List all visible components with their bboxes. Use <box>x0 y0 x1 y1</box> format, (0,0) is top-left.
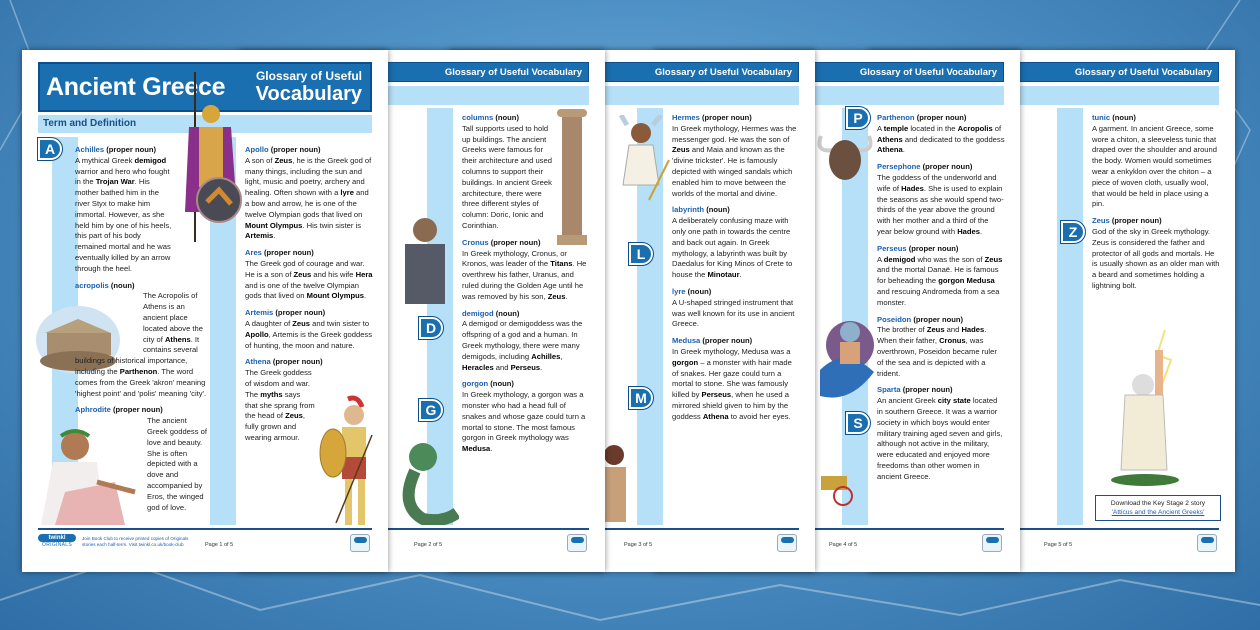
download-text: Download the Key Stage 2 story <box>1110 500 1206 507</box>
image-spacer <box>75 416 147 528</box>
letter-tab-g: G <box>419 399 443 421</box>
entry-definition: God of the sky in Greek mythology. Zeus is considered the father and protector of all gods and mortals. He is usually shown as an older man with a beard and sometimes holding a lightning bolt. <box>1092 226 1220 290</box>
entry-definition: The brother of Zeus and Hades. When their father, Cronus, was overthrown, Poseidon became ruler of the sea and is depicted with a trident. <box>877 325 997 378</box>
entry-term: Cronus <box>462 237 489 247</box>
entry-part-of-speech: (noun) <box>1112 113 1136 122</box>
entry-heading <box>877 385 1005 396</box>
entry-heading <box>462 238 590 249</box>
entry-term: Aphrodite <box>75 405 111 415</box>
entry-definition: A U-shaped stringed instrument that was well known for its use in ancient Greece. <box>672 297 795 329</box>
letter-tab-p: P <box>846 107 870 129</box>
download-story-link[interactable]: 'Atticus and the Ancient Greeks' <box>1111 509 1205 516</box>
glossary-column <box>1092 113 1220 298</box>
entry-part-of-speech: (noun) <box>490 379 514 389</box>
entry-definition: A daughter of Zeus and twin sister to Apollo, Artemis is the Greek goddess of hunting, the moon and nature. <box>245 318 373 350</box>
entry-term: Parthenon <box>877 113 915 122</box>
glossary-entry <box>462 113 552 232</box>
entry-heading <box>75 405 207 416</box>
entry-term: gorgon <box>462 379 489 389</box>
entry-term: Apollo <box>245 145 269 154</box>
cronus-illustration <box>395 210 455 310</box>
minotaur-illustration <box>815 128 875 186</box>
entry-definition: In Greek mythology, a gorgon was a monster who had a head full of snakes and whose gaze could turn a mortal to stone. The most famous gorgon in Greek mythology was Medusa. <box>462 390 586 454</box>
entry-heading <box>672 287 800 298</box>
entry-part-of-speech: (proper noun) <box>922 162 973 172</box>
entry-definition: The Acropolis of Athens is an ancient place located above the city of Athens. It contains several buildings of historical importance, including the Parthenon. The word comes from the Greek 'akron' meaning 'highest point' and 'polis' meaning 'city'. <box>75 291 207 398</box>
entry-term: Artemis <box>245 308 274 318</box>
glossary-entry <box>877 113 1005 156</box>
glossary-entry <box>462 238 590 303</box>
entry-part-of-speech: (proper noun) <box>490 237 541 247</box>
logo-subtext: ORIGINALS <box>42 542 72 548</box>
entry-definition: In Greek mythology, Medusa was a gorgon – a monster with hair made of snakes. Her gaze could turn a mortal to stone. She was famously killed by Perseus, when he used a mirrored shield given to him by the goddess Athena to avoid her eyes. <box>672 346 792 421</box>
chariot-illustration <box>815 470 865 508</box>
entry-term: Persephone <box>877 162 921 172</box>
entry-definition: The Greek goddess of wisdom and war. The myths says that she sprang from the head of Zeus, fully grown and wearing armour. <box>245 368 315 442</box>
entry-term: Hermes <box>672 113 700 122</box>
entry-term: Poseidon <box>877 314 912 324</box>
entry-part-of-speech: (proper noun) <box>902 385 953 395</box>
download-story-box <box>1095 495 1221 521</box>
twinkl-badge-icon <box>350 534 370 552</box>
glossary-entry <box>75 281 207 400</box>
entry-part-of-speech: (noun) <box>706 205 730 215</box>
entry-heading <box>672 205 800 216</box>
entry-heading <box>462 113 552 124</box>
glossary-entry <box>877 244 1005 309</box>
entry-definition: The goddess of the underworld and wife of Hades. She is used to explain the seasons as she would spend two-thirds of the year above the ground with her mother and a third of the year below ground with Hades. <box>877 172 1004 236</box>
entry-definition: A son of Zeus, he is the Greek god of many things, including the sun and light, music and poetry, archery and healing. Often shown with a lyre and a bow and arrow, he is one of the twelve Olympian gods that lived on Mount Olympus. His twin sister is Artemis. <box>245 155 372 241</box>
entry-part-of-speech: (proper noun) <box>275 308 326 318</box>
entry-part-of-speech: (proper noun) <box>270 145 321 154</box>
entry-heading <box>245 357 373 368</box>
page-number: Page 1 of 5 <box>205 542 234 548</box>
entry-term: labyrinth <box>672 205 705 215</box>
entry-part-of-speech: (proper noun) <box>908 243 959 253</box>
glossary-entry <box>75 145 173 275</box>
entry-heading <box>75 145 173 156</box>
entry-term: Achilles <box>75 145 105 154</box>
entry-heading <box>877 113 1005 124</box>
glossary-column <box>75 145 207 534</box>
entry-part-of-speech: (proper noun) <box>916 113 967 122</box>
entry-definition: The ancient Greek goddess of love and beauty. She is often depicted with a dove and accompanied by Eros, the winged god of love. <box>147 416 207 512</box>
letter-tab-m: M <box>629 387 653 409</box>
glossary-entry <box>462 309 590 374</box>
entry-part-of-speech: (noun) <box>495 113 519 122</box>
entry-part-of-speech: (noun) <box>495 308 520 318</box>
entry-heading <box>462 309 590 320</box>
entry-definition: In Greek mythology, Cronus, or Kronos, was leader of the Titans. He overthrew his father, Uranus, and ruled during the Golden Age until he was removed by his son, Zeus. <box>462 248 587 301</box>
entry-definition: A demigod or demigoddess was the offspring of a god and a human. In Greek mythology, there were many demigods, including Achilles, Heracles and Perseus. <box>462 319 583 372</box>
entry-part-of-speech: (noun) <box>687 286 712 296</box>
page-number: Page 4 of 5 <box>829 542 858 548</box>
glossary-entry <box>462 379 590 455</box>
page-title: Ancient Greece <box>46 73 226 101</box>
entry-term: columns <box>462 113 494 122</box>
image-spacer <box>75 291 143 355</box>
entry-part-of-speech: (proper noun) <box>702 336 753 346</box>
entry-definition: A temple located in the Acropolis of Athens and dedicated to the goddess Athena. <box>877 123 1005 155</box>
glossary-entry <box>672 287 800 330</box>
glossary-entry <box>75 405 207 528</box>
twinkl-badge-icon <box>567 534 587 552</box>
glossary-column <box>462 113 590 461</box>
entry-part-of-speech: (proper noun) <box>913 314 964 324</box>
entry-part-of-speech: (proper noun) <box>702 113 752 122</box>
letter-tab-z: Z <box>1061 221 1085 243</box>
glossary-page-1 <box>22 50 388 572</box>
page-header-title: Glossary of Useful Vocabulary <box>444 67 582 78</box>
page-header-title: Glossary of Useful Vocabulary <box>1074 67 1212 78</box>
entry-definition: A deliberately confusing maze with only one path in towards the centre and back out again. In Greek mythology, a labyrinth was built by Daedalus for King Minos of Crete to house the Minotaur. <box>672 216 793 280</box>
entry-definition: A garment. In ancient Greece, some wore a chiton, a sleeveless tunic that draped over the shoulder and around the body. Women would sometimes wear a enkyklon over the chiton – a piece of woven cloth, usually wool, that would be held in place using a pin. <box>1092 123 1217 209</box>
entry-part-of-speech: (proper noun) <box>264 248 314 258</box>
glossary-entry <box>245 248 373 302</box>
page-header-title: Glossary of Useful Vocabulary <box>859 67 997 78</box>
entry-definition: Tall supports used to hold up buildings. The ancient Greeks were famous for their architecture and used columns to support their buildings. In ancient Greek architecture, there were three different styles of column: Doric, Ionic and Corinthian. <box>462 123 552 230</box>
glossary-entry <box>877 162 1005 238</box>
entry-heading <box>877 162 1005 173</box>
entry-heading <box>1092 113 1220 124</box>
entry-heading <box>75 281 207 292</box>
page-number: Page 3 of 5 <box>624 542 653 548</box>
glossary-entry <box>877 385 1005 482</box>
glossary-entry <box>672 113 800 199</box>
entry-part-of-speech: (noun) <box>110 280 135 290</box>
entry-heading <box>672 113 800 124</box>
entry-term: Zeus <box>1092 216 1110 226</box>
glossary-entry <box>245 145 373 242</box>
twinkl-badge-icon <box>982 534 1002 552</box>
glossary-entry <box>245 357 373 478</box>
entry-heading <box>877 315 1005 326</box>
zeus-illustration <box>1105 330 1185 490</box>
image-spacer <box>315 368 373 478</box>
twinkl-badge-icon <box>777 534 797 552</box>
entry-term: acropolis <box>75 280 109 290</box>
page-header-title: Glossary of Useful Vocabulary <box>654 67 792 78</box>
entry-term: demigod <box>462 308 494 318</box>
glossary-entry <box>1092 113 1220 210</box>
entry-heading <box>245 308 373 319</box>
glossary-entry <box>245 308 373 351</box>
section-heading: Term and Definition <box>43 118 137 129</box>
entry-heading <box>672 336 800 347</box>
entry-definition: In Greek mythology, Hermes was the messenger god. He was the son of Zeus and Maia and known as the 'divine trickster'. He is famously depicted with winged sandals which enabled him to move between the worlds of the mortal and divine. <box>672 123 797 198</box>
glossary-column <box>672 113 800 429</box>
entry-term: tunic <box>1092 113 1111 122</box>
twinkl-originals-logo <box>38 534 76 556</box>
entry-definition: The Greek god of courage and war. He is a son of Zeus and his wife Hera and is one of the twelve Olympian gods that lived on Mount Olympus. <box>245 258 373 301</box>
twinkl-badge-icon <box>1197 534 1217 552</box>
letter-tab-d: D <box>419 317 443 339</box>
book-club-text: Join Book Club to receive printed copies of Originals stories each half-term. Visit twinkl.co.uk/book-club <box>82 536 189 547</box>
glossary-entry <box>1092 216 1220 292</box>
entry-term: Athena <box>245 357 271 367</box>
column-strip <box>1057 108 1083 525</box>
letter-tab-a: A <box>38 138 62 160</box>
glossary-column <box>877 113 1005 489</box>
entry-heading <box>462 379 590 390</box>
poseidon-illustration <box>820 300 874 404</box>
glossary-entry <box>672 205 800 281</box>
entry-part-of-speech: (proper noun) <box>1111 216 1162 226</box>
page-number: Page 5 of 5 <box>1044 542 1073 548</box>
entry-part-of-speech: (proper noun) <box>106 145 157 154</box>
subtitle-line-1: Glossary of Useful <box>255 69 362 83</box>
entry-definition: A demigod who was the son of Zeus and the mortal Danaë. He is famous for beheading the gorgon Medusa and rescuing Andromeda from a sea monster. <box>877 254 1003 307</box>
entry-heading <box>245 145 373 156</box>
entry-term: Ares <box>245 248 262 258</box>
medusa-illustration <box>393 435 459 525</box>
glossary-entry <box>877 315 1005 380</box>
entry-term: Perseus <box>877 243 907 253</box>
glossary-column <box>245 145 373 484</box>
entry-definition: An ancient Greek city state located in southern Greece. It was a warrior society in which boys would enter military training aged seven and girls, although not active in the military, were educated and enjoyed more freedoms than other women in ancient Greece. <box>877 396 1003 481</box>
subtitle-line-2: Vocabulary <box>255 83 362 105</box>
glossary-entry <box>672 336 800 422</box>
entry-heading <box>245 248 373 259</box>
logo-text: twinkl <box>38 534 76 542</box>
entry-heading <box>1092 216 1220 227</box>
entry-term: lyre <box>672 286 686 296</box>
letter-tab-l: L <box>629 243 653 265</box>
page-number: Page 2 of 5 <box>414 542 443 548</box>
entry-part-of-speech: (proper noun) <box>112 405 163 415</box>
entry-term: Medusa <box>672 336 701 346</box>
letter-tab-s: S <box>846 412 870 434</box>
entry-heading <box>877 244 1005 255</box>
entry-definition: A mythical Greek demigod warrior and hero who fought in the Trojan War. His mother bathed him in the river Styx to make him immortal. However, as she held him by one of his heels, this part of his body remained mortal and he was eventually killed by an arrow through the heel. <box>75 155 172 273</box>
entry-part-of-speech: (proper noun) <box>272 357 323 367</box>
entry-term: Sparta <box>877 385 901 395</box>
hermes-illustration <box>619 115 671 215</box>
